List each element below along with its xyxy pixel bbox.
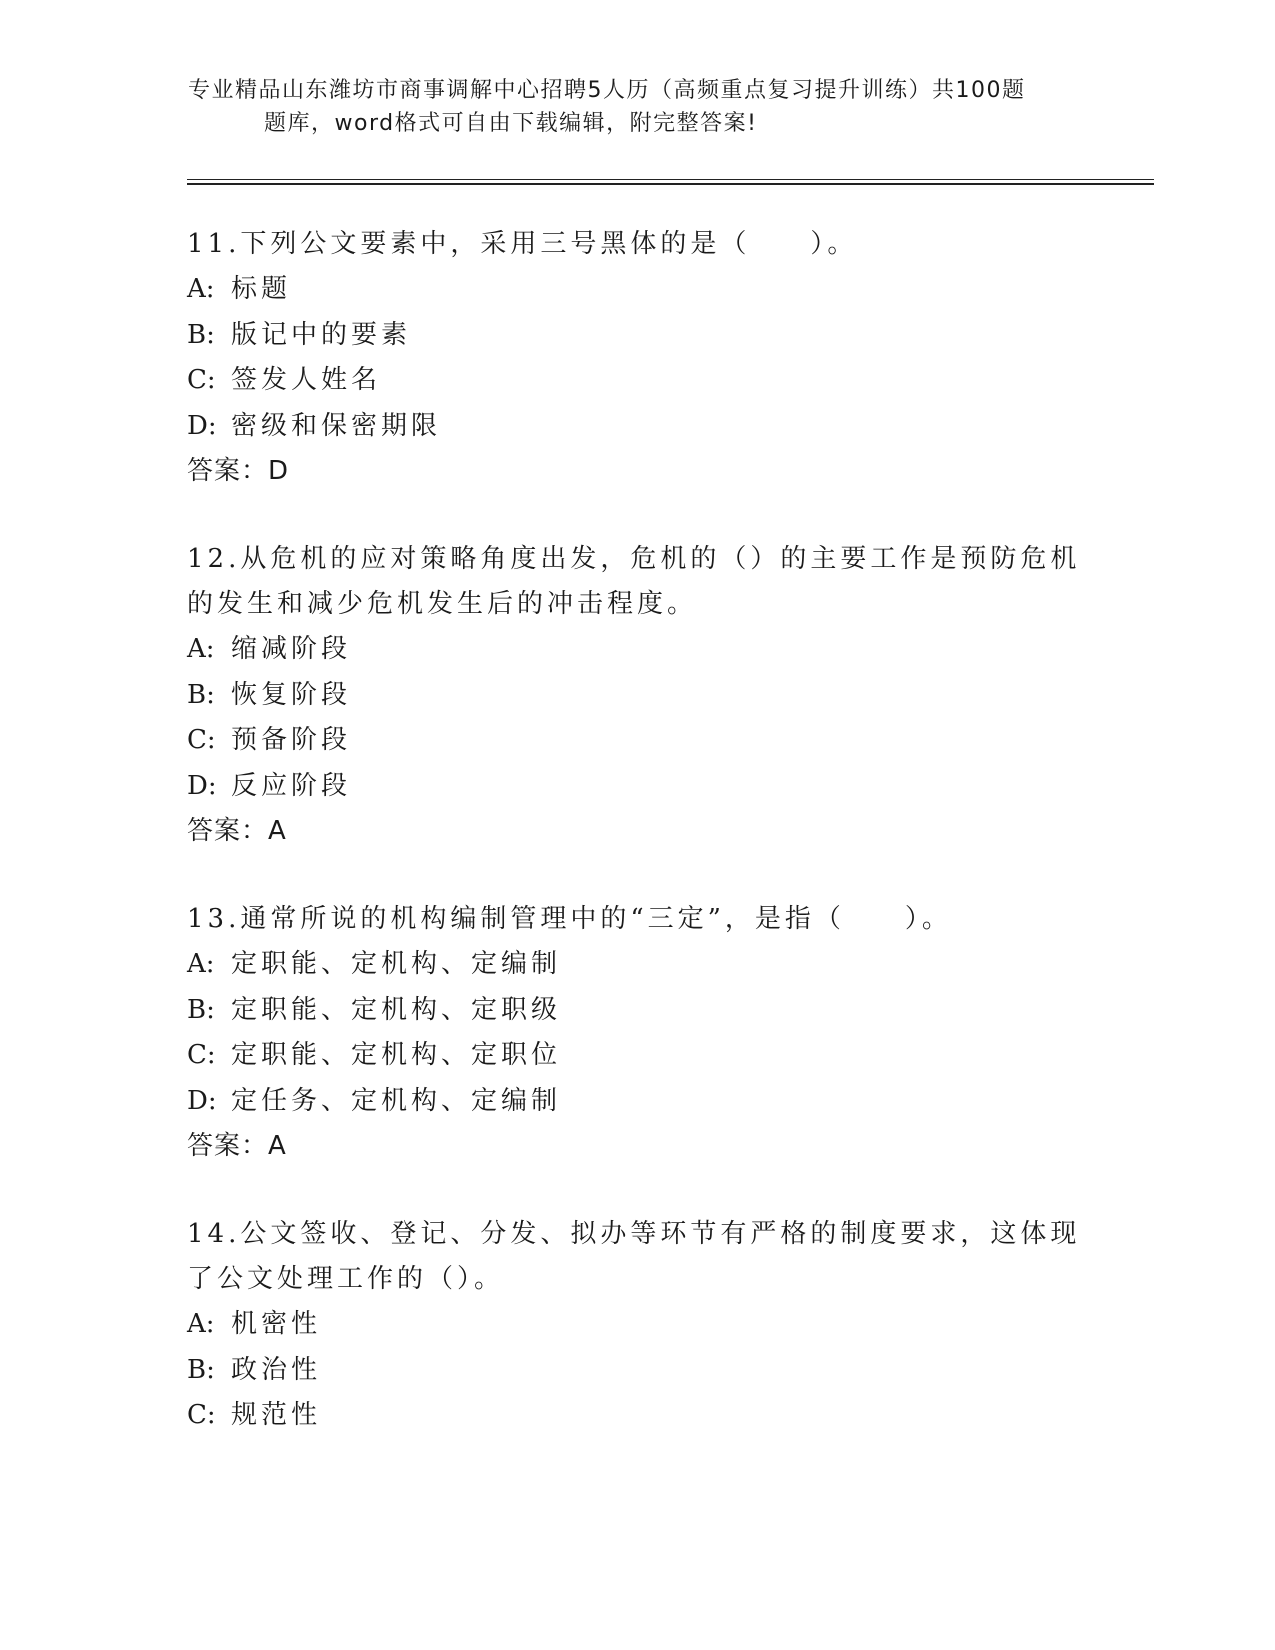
question-text: 11.下列公文要素中，采用三号黑体的是（ ）。 [187,229,858,259]
header-rule-thick [187,183,1154,185]
option-text: 标题 [231,274,292,304]
option-text: 政治性 [231,1354,322,1385]
answer: 答案：D [187,456,290,486]
header-line-1: 专业精品山东潍坊市商事调解中心招聘5人历（高频重点复习提升训练）共100题 [188,78,1026,103]
question-13 [187,897,1087,1170]
option-label: B: [187,319,215,350]
header-line-2: 题库，word格式可自由下载编辑，附完整答案! [264,111,758,136]
option-label: A: [187,634,215,664]
option-text: 预备阶段 [231,725,352,755]
question-text: 13.通常所说的机构编制管理中的“三定”，是指（ ）。 [187,904,952,934]
option-text: 规范性 [231,1400,322,1430]
question-14 [187,1212,1087,1439]
option-c [187,718,1087,764]
option-text: 签发人姓名 [231,365,382,395]
answer: 答案：A [187,1131,287,1161]
option-b [187,313,1087,359]
option-label: C: [187,1400,216,1430]
option-label: A: [187,274,215,304]
option-d [187,764,1087,810]
option-c [187,358,1087,404]
option-label: B: [187,679,215,710]
option-text: 缩减阶段 [231,634,352,664]
option-label: A: [187,1309,215,1339]
option-text: 反应阶段 [231,770,352,801]
option-text: 版记中的要素 [231,319,412,350]
option-text: 定任务、定机构、定编制 [231,1085,562,1116]
option-text: 定职能、定机构、定职位 [231,1040,562,1070]
option-c [187,1033,1087,1079]
option-d [187,404,1087,450]
option-label: B: [187,1354,215,1385]
document-header [188,74,1088,140]
option-b [187,988,1087,1034]
option-text: 定职能、定机构、定职级 [231,994,562,1025]
option-d [187,1079,1087,1125]
option-label: C: [187,1040,216,1070]
option-label: D: [187,1085,217,1116]
option-label: C: [187,725,216,755]
option-a [187,942,1087,988]
option-label: C: [187,365,216,395]
option-b [187,673,1087,719]
option-a [187,267,1087,313]
option-text: 恢复阶段 [231,679,352,710]
header-rule-thin [187,179,1154,180]
question-text: 14.公文签收、登记、分发、拟办等环节有严格的制度要求，这体现了公文处理工作的（）。 [187,1219,1081,1294]
question-text: 12.从危机的应对策略角度出发，危机的（）的主要工作是预防危机的发生和减少危机发生后的冲击程度。 [187,544,1081,619]
question-12 [187,537,1087,855]
option-a [187,1302,1087,1348]
answer: 答案：A [187,816,287,846]
option-text: 机密性 [231,1309,322,1339]
option-text: 密级和保密期限 [231,410,442,441]
option-label: D: [187,770,217,801]
question-11 [187,222,1087,495]
option-label: A: [187,949,215,979]
option-text: 定职能、定机构、定编制 [231,949,562,979]
option-label: D: [187,410,217,441]
option-a [187,627,1087,673]
option-c [187,1393,1087,1439]
option-label: B: [187,994,215,1025]
option-b [187,1348,1087,1394]
